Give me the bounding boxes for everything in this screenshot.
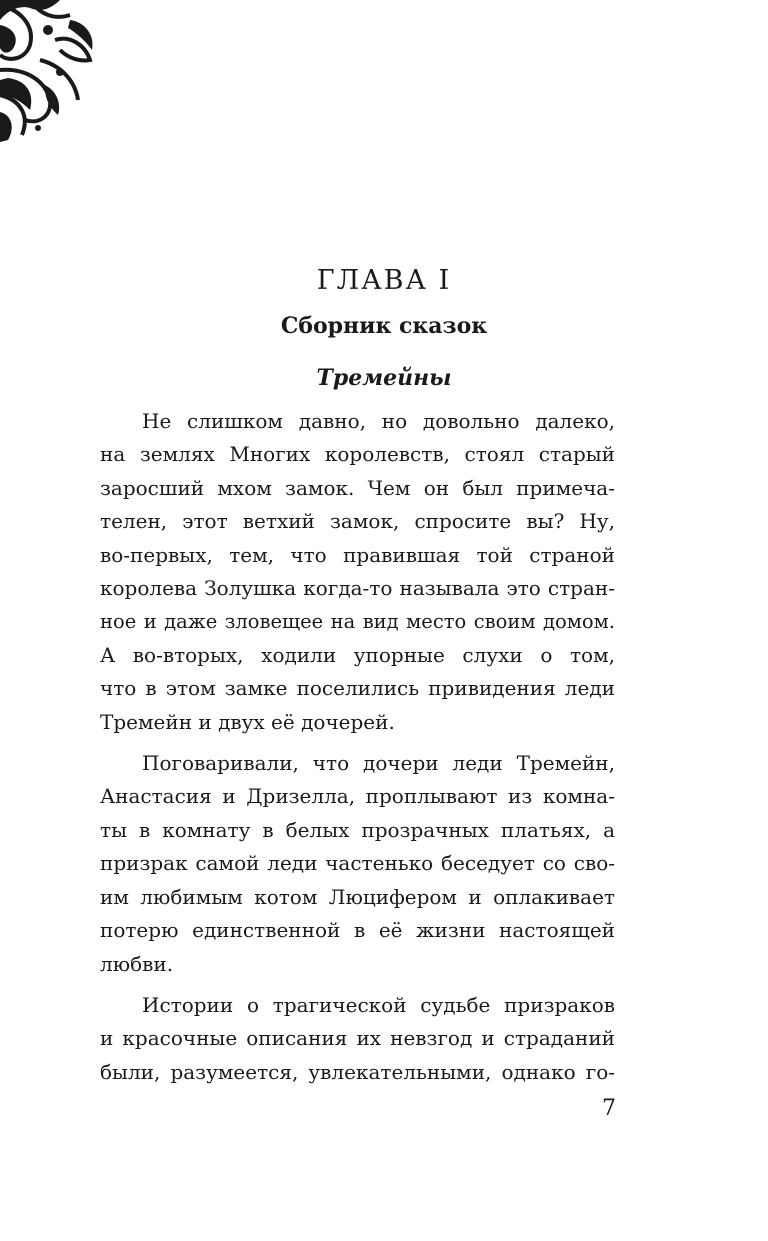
text-line: любви. [100,951,174,976]
text-line: Истории о трагической судьбе призраков [142,992,615,1017]
text-line: потерю единственной в её жизни настоящей [100,918,615,943]
text-line: телен, этот ветхий замок, спросите вы? Ну, [100,509,615,534]
chapter-title: ГЛАВА I [316,265,452,296]
text-line: Анастасия и Дризелла, проплывают из комна- [100,784,615,809]
text-line: на землях Многих королевств, стоял старый [100,442,615,467]
text-line: во-первых, тем, что правившая той страной [100,542,615,567]
text-line: ты в комнату в белых прозрачных платьях, а [100,817,615,842]
paragraph [100,989,615,1089]
text-line: королева Золушка когда-то называла это стран- [100,576,615,601]
text-line: были, разумеется, увлекательными, однако го- [100,1059,615,1084]
paragraph [100,747,615,981]
text-line: призрак самой леди частенько беседует со сво- [100,851,615,876]
text-line: Поговаривали, что дочери леди Тремейн, [142,751,615,776]
text-line: что в этом замке поселились привидения леди [100,676,615,701]
section-title: Тремейны [316,365,452,391]
body-text [100,405,615,1089]
page-number: 7 [602,1096,616,1121]
text-line: Тремейн и двух её дочерей. [100,709,395,734]
text-line: Не слишком давно, но довольно далеко, [142,409,615,433]
text-line: заросший мхом замок. Чем он был примеча- [100,475,615,500]
text-line: им любимым котом Люцифером и оплакивает [100,884,615,909]
text-line: ное и даже зловещее на вид место своим домом. [100,610,615,634]
text-line: А во-вторых, ходили упорные слухи о том, [100,642,615,667]
text-line: и красочные описания их невзгод и страданий [100,1026,615,1051]
paragraph [100,405,615,739]
ornament-corner-icon [0,0,100,145]
book-subtitle: Сборник сказок [280,313,488,339]
